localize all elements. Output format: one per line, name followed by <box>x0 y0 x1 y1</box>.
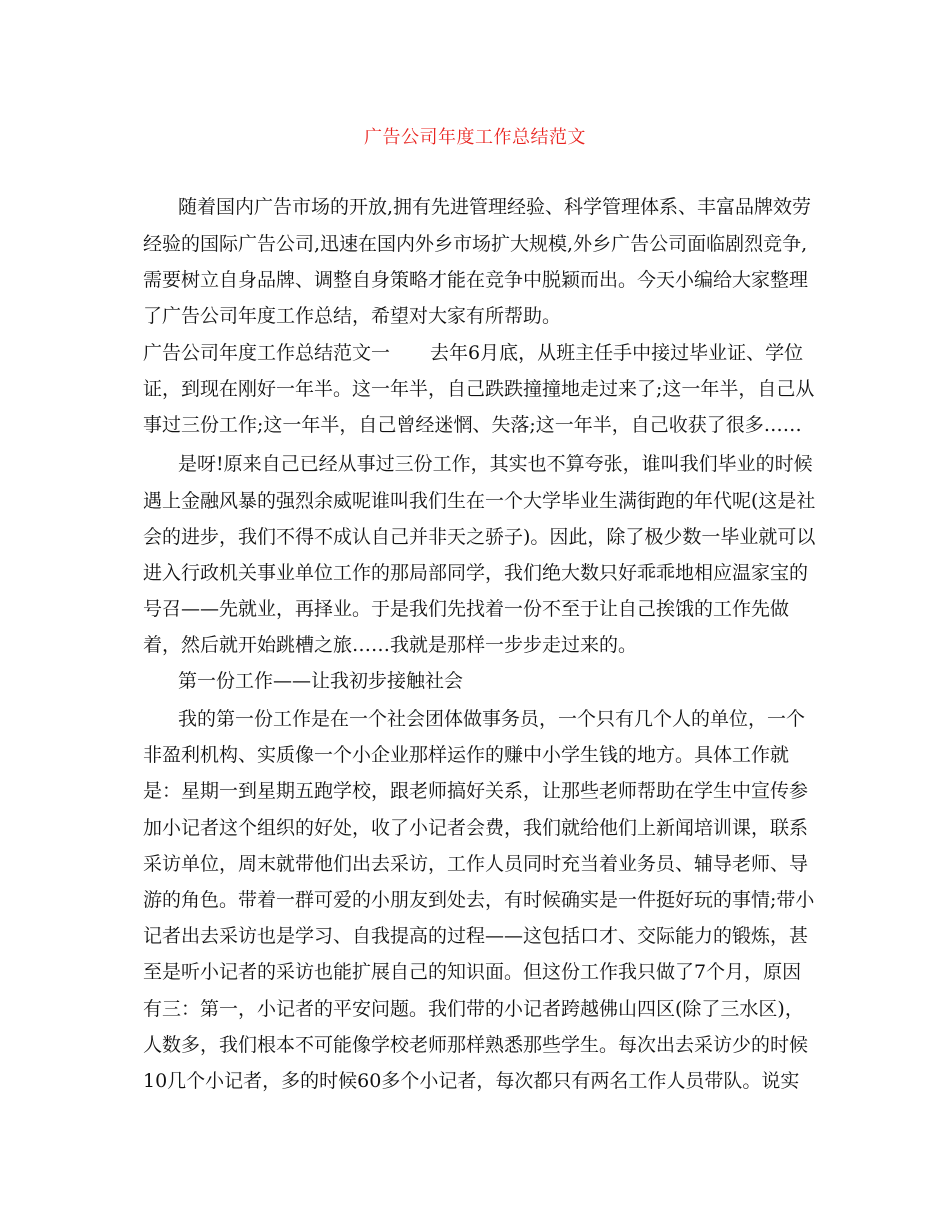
paragraph-text: 去年6月底，从班主任手中接过毕业证、学位 <box>430 342 804 364</box>
paragraph-line: 人数多，我们根本不可能像学校老师那样熟悉那些学生。每次出去采访少的时候 <box>143 1034 809 1056</box>
paragraph-line: 证，到现在刚好一年半。这一年半，自己跌跌撞撞地走过来了;这一年半，自己从 <box>143 378 815 400</box>
paragraph-line: 经验的国际广告公司,迅速在国内外乡市场扩大规模,外乡广告公司面临剧烈竞争, <box>143 233 808 255</box>
subheading-line: 第一份工作——让我初步接触社会 <box>178 670 464 692</box>
paragraph-line: 着，然后就开始跳槽之旅……我就是那样一步步走过来的。 <box>143 634 638 656</box>
paragraph-line: 我的第一份工作是在一个社会团体做事务员，一个只有几个人的单位，一个 <box>178 708 806 730</box>
document-title: 广告公司年度工作总结范文 <box>364 127 586 148</box>
paragraph-line: 需要树立自身品牌、调整自身策略才能在竞争中脱颖而出。今天小编给大家整理 <box>143 269 809 291</box>
section-heading: 广告公司年度工作总结范文一 <box>143 342 391 364</box>
paragraph-line: 随着国内广告市场的开放,拥有先进管理经验、科学管理体系、丰富品牌效劳 <box>178 196 812 218</box>
paragraph-line: 是呀!原来自己已经从事过三份工作，其实也不算夸张，谁叫我们毕业的时候 <box>178 453 813 475</box>
paragraph-line: 号召——先就业，再择业。于是我们先找着一份不至于让自己挨饿的工作先做 <box>143 598 790 620</box>
section-heading-line <box>0 341 950 365</box>
paragraph-line: 遇上金融风暴的强烈余威呢谁叫我们生在一个大学毕业生满街跑的年代呢(这是社 <box>143 490 816 512</box>
paragraph-line: 事过三份工作;这一年半，自己曾经迷惘、失落;这一年半，自己收获了很多…… <box>143 414 802 436</box>
paragraph-line: 有三：第一，小记者的平安问题。我们带的小记者跨越佛山四区(除了三水区)， <box>143 998 804 1020</box>
paragraph-line: 加小记者这个组织的好处，收了小记者会费，我们就给他们上新闻培训课，联系 <box>143 817 809 839</box>
paragraph-line: 10几个小记者，多的时候60多个小记者，每次都只有两名工作人员带队。说实 <box>143 1070 800 1092</box>
paragraph-line: 了广告公司年度工作总结，希望对大家有所帮助。 <box>143 305 562 327</box>
paragraph-line: 至是听小记者的采访也能扩展自己的知识面。但这份工作我只做了7个月，原因 <box>143 961 802 983</box>
paragraph-line: 是：星期一到星期五跑学校，跟老师搞好关系，让那些老师帮助在学生中宣传参 <box>143 780 809 802</box>
paragraph-line: 进入行政机关事业单位工作的那局部同学，我们绝大数只好乖乖地相应温家宝的 <box>143 562 809 584</box>
paragraph-line: 非盈利机构、实质像一个小企业那样运作的赚中小学生钱的地方。具体工作就 <box>143 744 790 766</box>
paragraph-line: 游的角色。带着一群可爱的小朋友到处去，有时候确实是一件挺好玩的事情;带小 <box>143 889 815 911</box>
paragraph-line: 采访单位，周末就带他们出去采访，工作人员同时充当着业务员、辅导老师、导 <box>143 853 809 875</box>
paragraph-line: 记者出去采访也是学习、自我提高的过程——这包括口才、交际能力的锻炼，甚 <box>143 925 809 947</box>
paragraph-line: 会的进步，我们不得不成认自己并非天之骄子)。因此，除了极少数一毕业就可以 <box>143 526 816 548</box>
